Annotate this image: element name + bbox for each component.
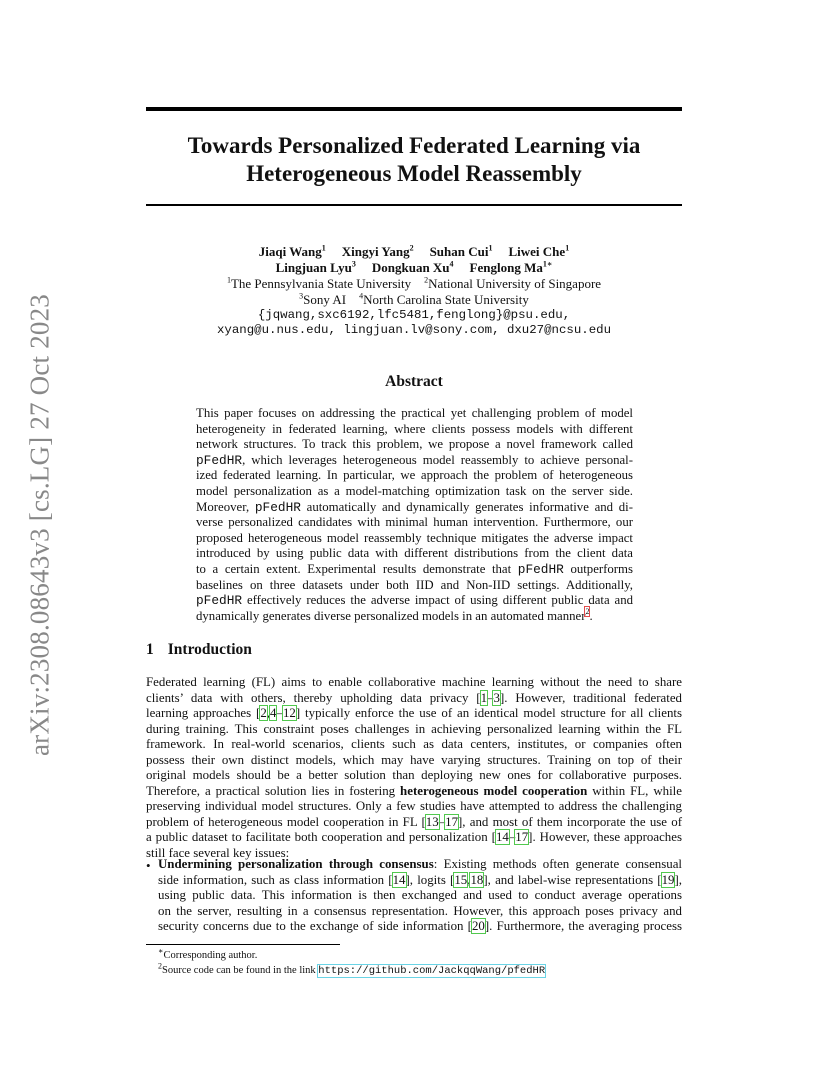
text-line [146,691,682,707]
text-segment: proposed heterogeneous model reassembly technique mitigates the adverse impact [196,530,633,545]
text-segment: security concerns due to the exchange of side information [ [158,919,472,933]
emphasis: heterogeneous model cooperation [400,783,588,798]
author-line-1 [146,244,682,260]
text-segment: This paper focuses on addressing the practical yet challenging problem of model [196,406,633,420]
title-bottom-rule [146,204,682,206]
text-segment: heterogeneity in federated learning, where clients possess models with different [196,421,633,436]
text-segment: framework. In real-world scenarios, clients such as data centers, institutes, or companies often [146,737,682,751]
text-segment: a public dataset to facilitate both cooperation and personalization [ [146,830,496,844]
text-segment: ], [674,872,682,887]
footnote-mark: 2 [158,961,162,971]
footnote-1 [158,946,258,963]
text-segment: using public data. This information is then exchanged and used to conduct average operations [158,888,682,902]
text-line [146,675,682,691]
citation-link[interactable]: 18 [470,872,484,887]
text-line [196,515,633,531]
text-segment: verse personalized candidates with minimal human intervention. Furthermore, our [196,515,633,530]
affiliation-mark: 1 [226,275,231,285]
text-line [158,857,682,873]
footnote-reference[interactable]: 2 [585,607,590,617]
arxiv-sidebar [20,288,60,762]
citation-link[interactable]: 2 [260,706,267,720]
text-segment: model personalization as a model-matching optimization task on the server side. [196,483,633,498]
text-line [196,406,633,422]
citation-link[interactable]: 14 [495,830,509,844]
author-name: Xingyi Yang$^2$ [341,243,414,259]
text-line [146,768,682,784]
text-segment: – [276,706,283,720]
method-name: pFedHR [254,499,301,515]
author-line-2 [146,260,682,276]
arxiv-identifier: arXiv:2308.08643v3 [cs.LG] 27 Oct 2023 [24,293,55,757]
affiliation-ncsu: North Carolina State University [363,292,529,307]
text-segment: original models should be a better solution than deploying new ones for collaborative purposes. [146,768,682,782]
author-name: Suhan Cui$^1$ [429,243,493,259]
text-segment: preserving individual model structures. Only a few studies have attempted to address the challenging [146,799,682,813]
affiliation-line-1 [146,276,682,292]
text-line [146,830,682,846]
paper-title [146,132,682,188]
affiliation-sony: Sony AI [303,292,347,307]
text-line [158,888,682,904]
text-line [196,422,633,438]
text-segment: introduced by using public data with different distributions from the client data [196,546,633,561]
text-line [158,873,682,889]
text-segment: , which leverages heterogeneous model reassembly to achieve personal- [242,452,633,467]
text-segment: side information, such as class information [ [158,872,393,887]
author-name: Liwei Che$^1$ [508,243,570,259]
section-number: 1 [146,641,154,658]
footnote-2 [158,961,546,978]
text-line [146,706,682,722]
method-name: pFedHR [196,593,243,609]
text-segment: clients’ data with others, thereby upholding data privacy [ [146,690,481,705]
text-segment: baselines on three datasets under both IID and Non-IID settings. Additionally, [196,577,633,592]
text-line [196,546,633,562]
text-line [146,784,682,800]
citation-link[interactable]: 1 [480,690,488,705]
text-segment: still face several key issues: [146,845,290,860]
text-segment: ], logits [ [405,872,455,887]
text-line [196,437,633,453]
text-line [146,722,682,738]
text-line [196,531,633,547]
section-title: Introduction [167,641,252,658]
text-line [196,453,633,469]
method-name: pFedHR [517,561,564,577]
author-name: Dongkuan Xu$^4$ [371,259,454,275]
text-segment: ]. However, these approaches [528,830,682,844]
text-line [146,737,682,753]
text-segment: network structures. To track this problem, we propose a novel framework called [196,437,633,452]
text-segment: outperforms [563,561,633,576]
citation-link[interactable]: 19 [661,872,675,887]
text-line [196,500,633,516]
method-name: pFedHR [196,452,243,468]
text-segment: , [467,872,471,887]
emphasis: Undermining personalization through consensus [158,857,434,871]
text-line [158,904,682,920]
bullet-item [158,857,682,935]
citation-link[interactable]: 15 [454,872,468,887]
text-segment: dynamically generates diverse personalized models in an automated manner [196,608,586,623]
author-name: Fenglong $Ma^{1∗}$ [469,259,553,275]
citation-link[interactable]: 12 [282,706,296,720]
title-line-2: Heterogeneous Model Reassembly [246,161,582,186]
text-segment: Moreover, [196,499,255,514]
intro-paragraph [146,675,682,861]
text-line [196,562,633,578]
text-segment: during training. This constraint poses challenges in achieving personalized learning within the FL [146,721,682,736]
text-segment: : Existing methods often generate consensual [433,857,682,871]
text-line [196,578,633,594]
email-line-1: {jqwang,sxc6192,lfc5481,fenglong}@psu.edu, [257,308,571,322]
text-segment: on the server, resulting in a consensus representation. However, this approach poses privacy and [158,903,682,918]
affiliation-mark: 4 [359,291,364,301]
text-segment: – [438,814,446,829]
affiliation-mark: 3 [299,291,304,301]
text-segment: ] typically enforce the use of an identical model structure for all clients [295,706,682,720]
text-segment: – [487,690,494,705]
text-segment: within FL, while [587,783,682,798]
text-line [146,799,682,815]
footnote-text: Corresponding author. [163,950,258,961]
abstract-body [196,406,633,624]
text-segment: , [266,706,271,720]
citation-link[interactable]: 14 [392,872,406,887]
citation-link[interactable]: 20 [471,919,485,933]
text-line [196,593,633,609]
text-line [158,919,682,935]
citation-link[interactable]: 17 [445,814,459,829]
footnote-text: Source code can be found in the link [162,965,319,976]
citation-link[interactable]: 3 [493,690,500,705]
text-segment: automatically and dynamically generates informative and di- [300,499,633,514]
footnote-rule [146,944,340,945]
text-line [196,468,633,484]
text-line [196,484,633,500]
affiliation-psu: The Pennsylvania State University [230,276,412,291]
text-segment: ]. Furthermore, the averaging process [484,919,683,933]
author-name: Jiaqi Wang$^1$ [258,243,326,259]
text-segment: problem of heterogeneous model cooperation in FL [ [146,814,426,829]
citation-link[interactable]: 13 [425,814,439,829]
text-segment: learning approaches [ [146,706,261,720]
text-segment: – [508,830,516,844]
text-segment: Therefore, a practical solution lies in fostering [146,783,401,798]
source-code-link[interactable]: https://github.com/JackqqWang/pfedHR [318,965,546,977]
text-segment: ], and most of them incorporate the use of [458,814,683,829]
affiliation-line-2 [146,292,682,308]
text-segment: effectively reduces the adverse impact of using different public data and [242,593,633,608]
affiliation-mark: 2 [424,275,429,285]
text-segment: Federated learning (FL) aims to enable collaborative machine learning without the need to share [146,675,682,689]
abstract-heading: Abstract [385,373,443,390]
text-segment: ]. However, traditional federated [499,690,682,705]
text-line [146,815,682,831]
bullet-marker: • [146,858,151,873]
title-line-1: Towards Personalized Federated Learning via [187,133,641,158]
author-name: Lingjuan Lyu$^3$ [275,259,356,275]
text-segment: ized federated learning. In particular, we approach the problem of heterogeneous [196,468,633,483]
footnote-mark: ∗ [158,946,164,956]
affiliation-nus: National University of Singapore [428,276,602,291]
text-segment: possess their own distinct models, which may have varying structures. Training on top of their [146,752,682,767]
text-segment: to a certain extent. Experimental results demonstrate that [196,561,518,576]
citation-link[interactable]: 4 [270,706,277,720]
text-line [196,609,633,625]
text-segment: . [589,608,593,623]
text-segment: ], and label-wise representations [ [483,872,662,887]
text-line [146,753,682,769]
email-line-2: xyang@u.nus.edu, lingjuan.lv@sony.com, dxu27@ncsu.edu [216,323,612,337]
section-heading [146,641,252,659]
title-top-rule [146,107,682,111]
citation-link[interactable]: 17 [515,830,529,844]
